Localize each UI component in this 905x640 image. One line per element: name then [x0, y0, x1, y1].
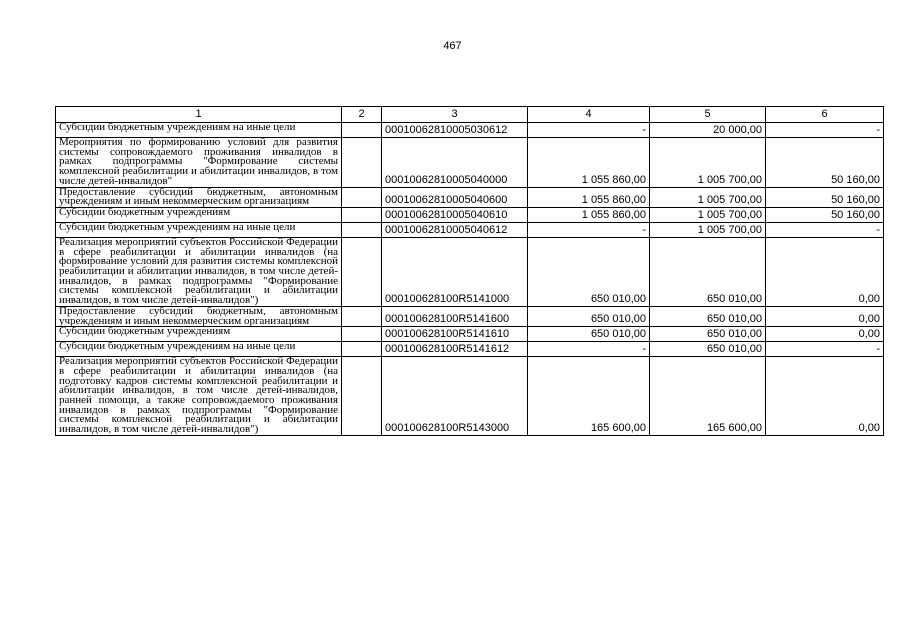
- row-col4: -: [528, 123, 650, 138]
- row-col6: -: [766, 222, 884, 237]
- row-description: Субсидии бюджетным учреждениям на иные цели: [56, 123, 342, 138]
- table-row: [56, 357, 884, 436]
- budget-table: [55, 106, 884, 436]
- row-col4: 650 010,00: [528, 306, 650, 326]
- row-col6: 50 160,00: [766, 207, 884, 222]
- header-col-3: 3: [382, 107, 528, 123]
- row-col2: [342, 342, 382, 357]
- row-description: Предоставление субсидий бюджетным, автономным учреждениям и иным некоммерческим организациям: [56, 306, 342, 326]
- row-code: 000100628100R5141612: [382, 342, 528, 357]
- row-code: 00010062810005040000: [382, 138, 528, 188]
- row-code: 000100628100R5141610: [382, 327, 528, 342]
- row-code: 000100628100R5141600: [382, 306, 528, 326]
- row-code: 000100628100R5141000: [382, 237, 528, 306]
- row-col6: 0,00: [766, 237, 884, 306]
- row-col2: [342, 306, 382, 326]
- row-col5: 165 600,00: [650, 357, 766, 436]
- header-col-2: 2: [342, 107, 382, 123]
- row-col4: 165 600,00: [528, 357, 650, 436]
- table-row: [56, 138, 884, 188]
- row-col4: 1 055 860,00: [528, 138, 650, 188]
- row-col6: 50 160,00: [766, 138, 884, 188]
- row-col6: 0,00: [766, 306, 884, 326]
- row-description: Субсидии бюджетным учреждениям: [56, 207, 342, 222]
- row-description: Субсидии бюджетным учреждениям: [56, 327, 342, 342]
- row-col5: 1 005 700,00: [650, 138, 766, 188]
- row-col2: [342, 327, 382, 342]
- row-description: Реализация мероприятий субъектов Российской Федерации в сфере реабилитации и абилитации инвалидов (на подготовку кадров системы комплексной реабилитации и абилитации инвалидов, в том числе детей-инвалидов, ранней помощи, а также сопровождаемого проживания инвалидов в рамках подпрограммы "Формирование системы комплексной реабилитации и абилитации инвалидов, в том числе детей-инвалидов"): [56, 357, 342, 436]
- row-col4: 1 055 860,00: [528, 207, 650, 222]
- row-col4: 1 055 860,00: [528, 187, 650, 207]
- row-col2: [342, 357, 382, 436]
- row-code: 000100628100R5143000: [382, 357, 528, 436]
- row-col4: -: [528, 342, 650, 357]
- row-code: 00010062810005040612: [382, 222, 528, 237]
- row-col6: 0,00: [766, 357, 884, 436]
- header-col-1: 1: [56, 107, 342, 123]
- table-row: [56, 237, 884, 306]
- row-col6: 0,00: [766, 327, 884, 342]
- row-col4: 650 010,00: [528, 237, 650, 306]
- row-col2: [342, 237, 382, 306]
- row-col2: [342, 138, 382, 188]
- table-row: [56, 187, 884, 207]
- row-col6: -: [766, 342, 884, 357]
- row-col5: 650 010,00: [650, 306, 766, 326]
- row-col2: [342, 123, 382, 138]
- row-col5: 1 005 700,00: [650, 222, 766, 237]
- table-row: [56, 306, 884, 326]
- row-col5: 650 010,00: [650, 327, 766, 342]
- row-code: 00010062810005040610: [382, 207, 528, 222]
- row-col2: [342, 207, 382, 222]
- header-col-6: 6: [766, 107, 884, 123]
- row-col4: 650 010,00: [528, 327, 650, 342]
- row-col5: 650 010,00: [650, 237, 766, 306]
- row-code: 00010062810005030612: [382, 123, 528, 138]
- page-number: 467: [443, 40, 462, 52]
- row-col5: 1 005 700,00: [650, 187, 766, 207]
- row-col2: [342, 187, 382, 207]
- row-description: Мероприятия по формированию условий для развития системы сопровождаемого проживания инвалидов в рамках подпрограммы "Формирование системы комплексной реабилитации и абилитации инвалидов, в том числе детей-инвалидов": [56, 138, 342, 188]
- row-description: Субсидии бюджетным учреждениям на иные цели: [56, 342, 342, 357]
- row-col6: 50 160,00: [766, 187, 884, 207]
- header-col-5: 5: [650, 107, 766, 123]
- row-col6: -: [766, 123, 884, 138]
- row-col4: -: [528, 222, 650, 237]
- row-code: 00010062810005040600: [382, 187, 528, 207]
- row-description: Субсидии бюджетным учреждениям на иные цели: [56, 222, 342, 237]
- row-col5: 650 010,00: [650, 342, 766, 357]
- row-col2: [342, 222, 382, 237]
- row-description: Предоставление субсидий бюджетным, автономным учреждениям и иным некоммерческим организациям: [56, 187, 342, 207]
- row-col5: 1 005 700,00: [650, 207, 766, 222]
- row-col5: 20 000,00: [650, 123, 766, 138]
- row-description: Реализация мероприятий субъектов Российской Федерации в сфере реабилитации и абилитации инвалидов (на формирование условий для развития системы комплексной реабилитации и абилитации инвалидов, в том числе детей-инвалидов, в рамках подпрограммы "Формирование системы комплексной реабилитации и абилитации инвалидов, в том числе детей-инвалидов"): [56, 237, 342, 306]
- table-body: [56, 123, 884, 436]
- header-col-4: 4: [528, 107, 650, 123]
